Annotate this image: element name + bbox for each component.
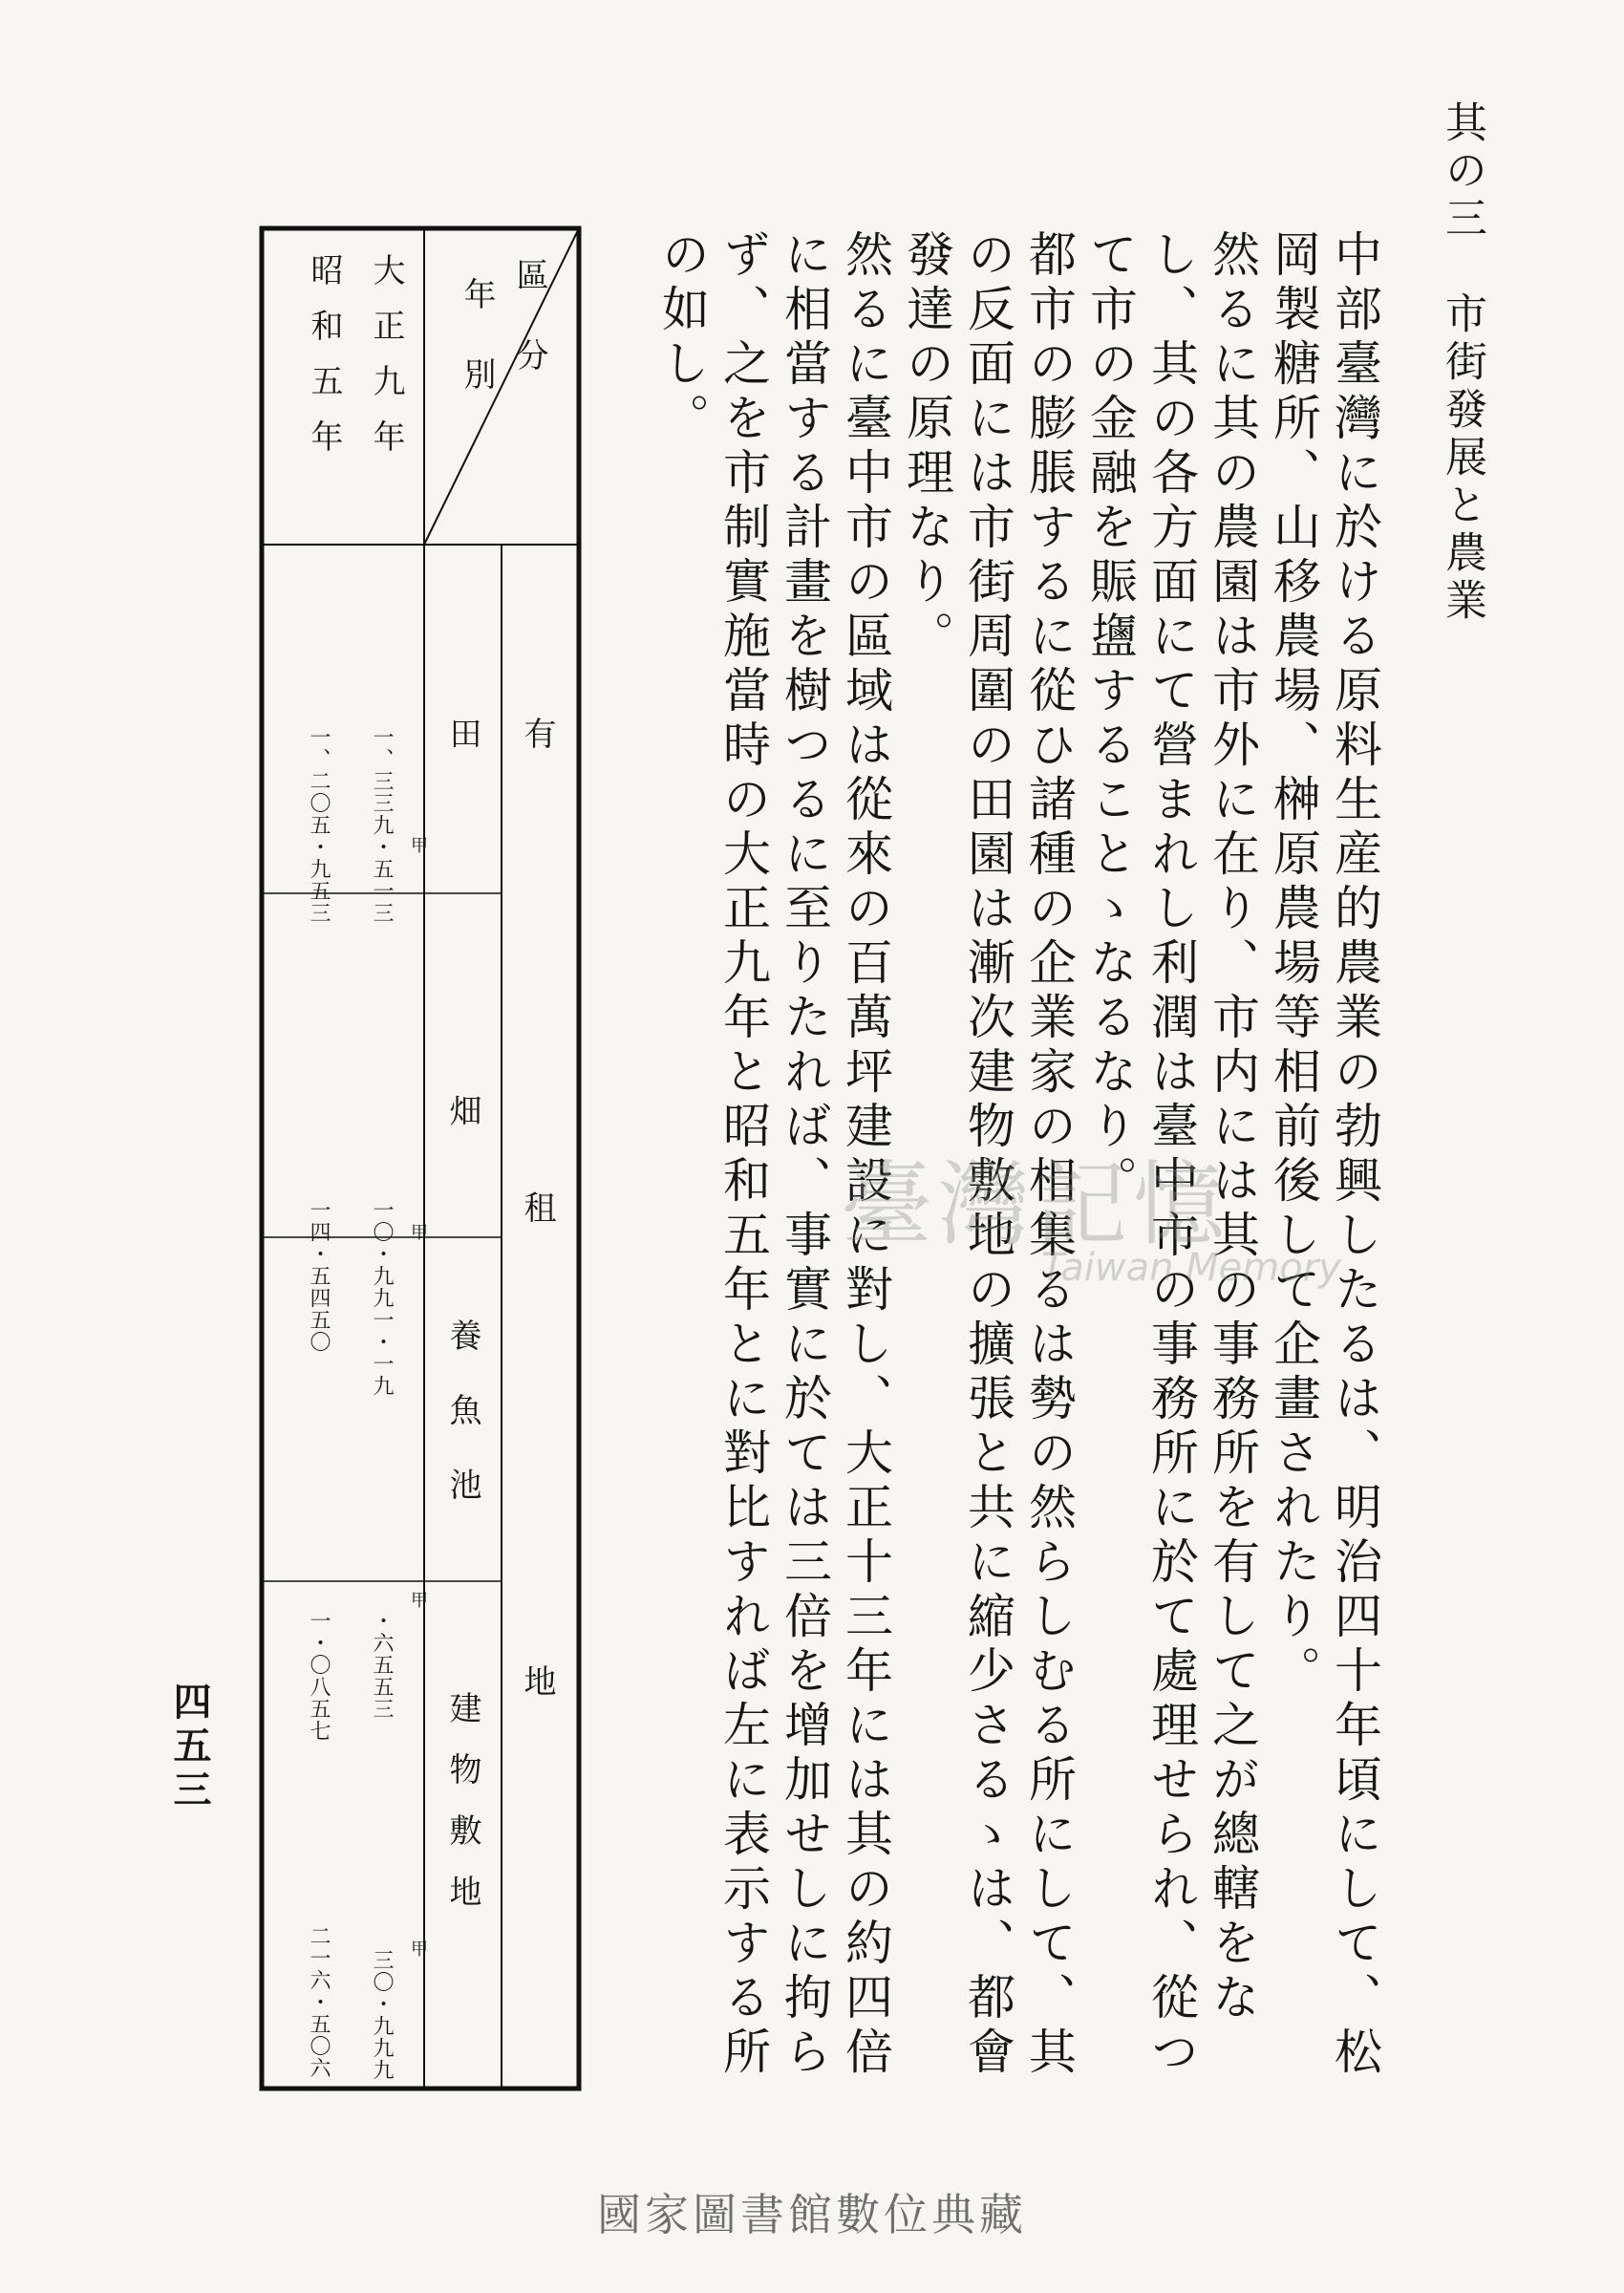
table-cell-r2-c3: 一・〇八五七: [307, 1610, 331, 1742]
paragraph-1: 中部臺灣に於ける原料生産的農業の勃興したるは、明治四十年頃にして、松岡製糖所、山移農場、榊原農場等相前後して企畫されたり。: [1266, 229, 1382, 2081]
table-col-header-2: 畑: [443, 1094, 481, 1134]
watermark-sub: Taiwan Memory: [1041, 1246, 1341, 1290]
table-unit-2: 甲: [408, 1223, 428, 1240]
table-row-year-1: 大正九年: [367, 253, 405, 475]
table-cell-r2-c4: 二一六・五〇六一: [307, 1925, 331, 2101]
table-cell-r2-c1: 一、二〇五・九五三: [307, 726, 331, 924]
table-corner-diagonal: [424, 228, 579, 545]
table-cell-r1-c4: 三〇・九九九: [370, 1949, 394, 2081]
page-number: 四五三: [167, 1682, 212, 1813]
page-header-title: 其の三 市街發展と農業: [1438, 100, 1486, 626]
watermark-main: 臺灣記憶: [841, 1151, 1230, 1258]
table-unit-4: 甲: [408, 1939, 428, 1957]
table-cell-r1-c3: ・六五五三: [370, 1610, 394, 1720]
table-corner-bottom: 年 別: [458, 277, 496, 397]
table-col-header-4: 建物敷地: [443, 1691, 481, 1936]
table-corner-top: 區 分: [510, 258, 548, 378]
table-unit-1: 甲: [408, 836, 428, 853]
table-unit-3: 甲: [408, 1591, 428, 1608]
table-col-header-3: 養魚池: [443, 1318, 481, 1542]
table-cell-r1-c2: 一〇・九九一・一九: [370, 1199, 394, 1397]
watermark: [841, 1132, 1341, 1290]
table-cell-r1-c1: 一、三三九・五一三: [370, 726, 394, 924]
table-group-header: 有 租 地: [518, 717, 556, 1783]
paragraph-4: 然るに臺中市の區域は從來の百萬坪建設に對し、大正十三年には其の約四倍に相當する計畫を樹つるに至りたれば、事實に於ては三倍を增加せしに拘らず、之を市制實施當時の大正九年と昭和五年とに對比すれば左に表示する所の如し。: [654, 229, 893, 2081]
table-row-year-2: 昭和五年: [305, 253, 343, 475]
table-col-header-1: 田: [443, 717, 481, 757]
paragraph-3: 都市の膨脹するに從ひ諸種の企業家の相集るは勢の然らしむる所にして、其の反面には市街周圍の田園は漸次建物敷地の擴張と共に縮少さるゝは、都會發達の原理なり。: [899, 229, 1077, 2081]
footer-credit: 國家圖書館數位典藏: [597, 2189, 1027, 2240]
table-cell-r2-c2: 一四・五四五〇: [307, 1199, 331, 1353]
paragraph-2: 然るに其の農園は市外に在り、市内には其の事務所を有して之が總轄をなし、其の各方面にて營まれし利潤は臺中市の事務所に於て處理せられ、從つて市の金融を賑䀋することゝなるなり。: [1082, 229, 1260, 2081]
